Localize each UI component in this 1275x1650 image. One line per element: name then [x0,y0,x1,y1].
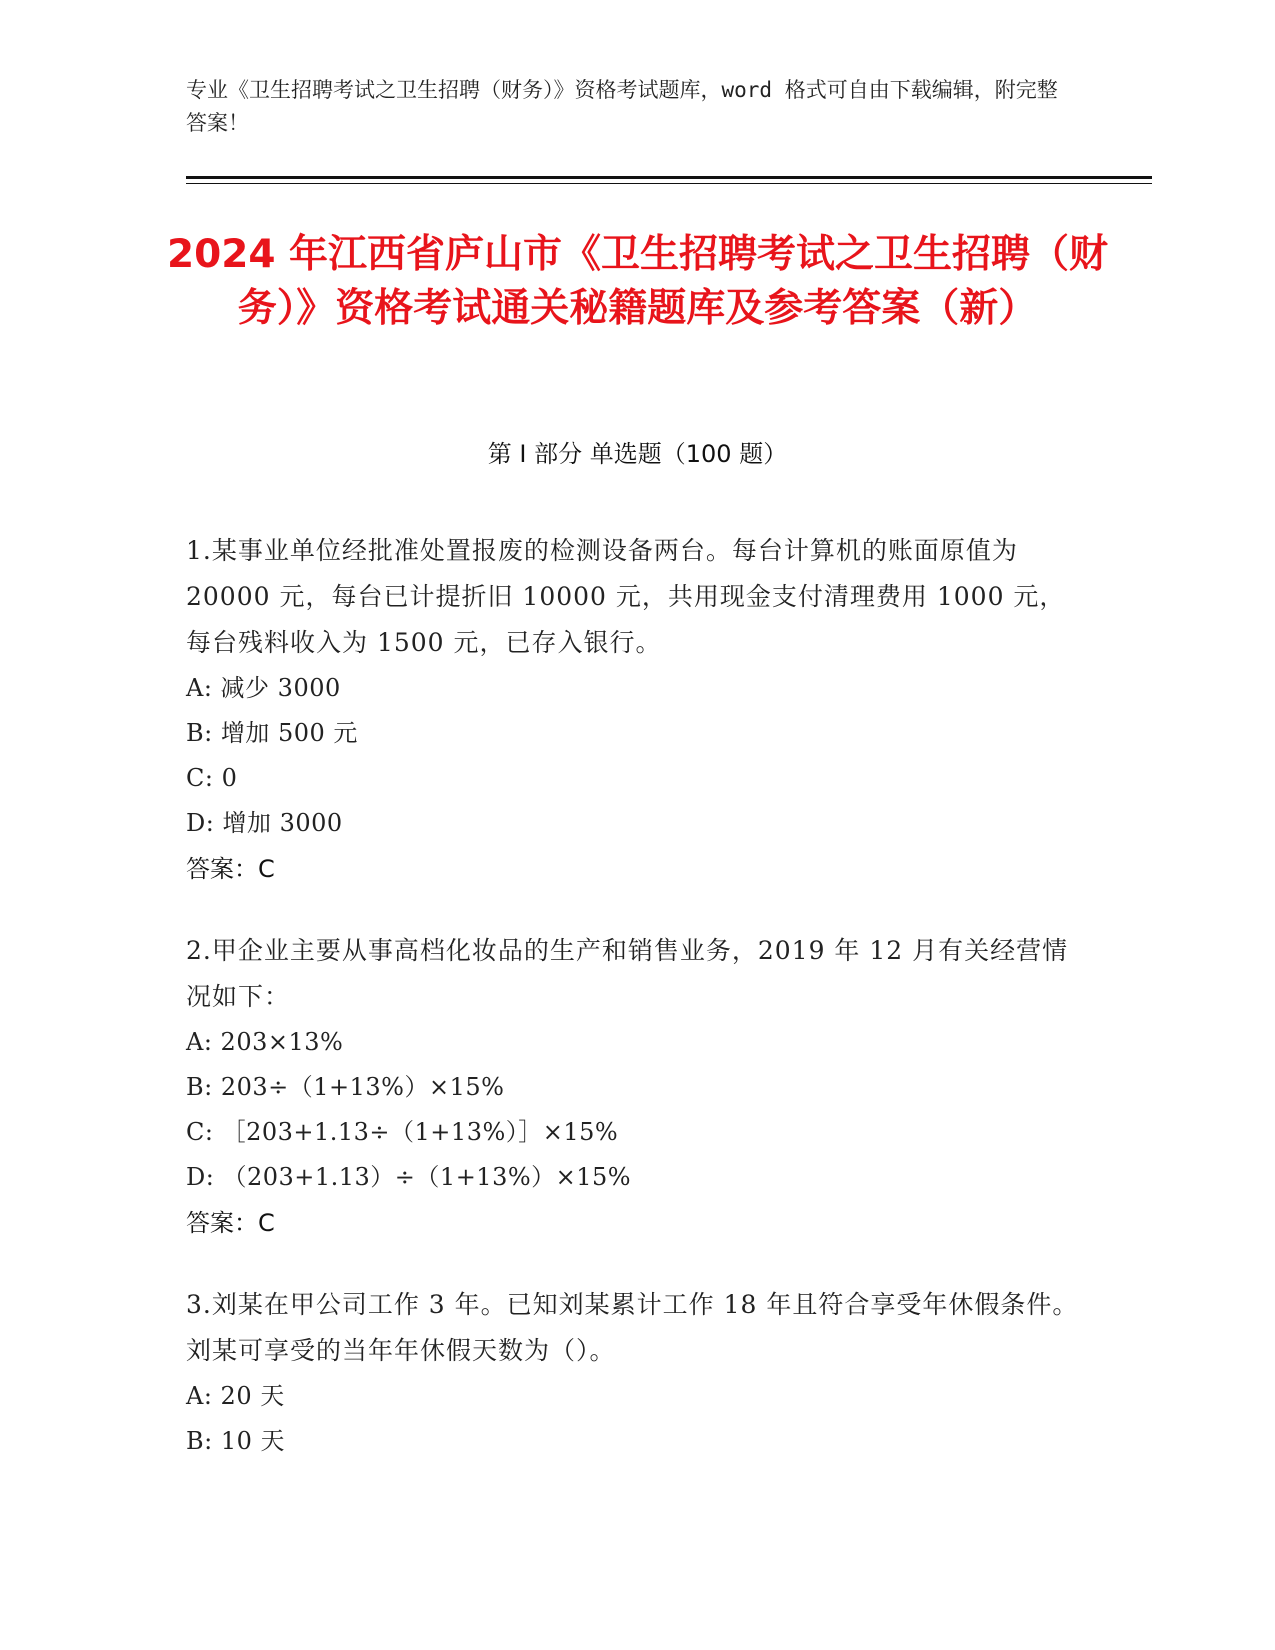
header-divider-thin [186,183,1152,184]
question-stem: 1.某事业单位经批准处置报废的检测设备两台。每台计算机的账面原值为 20000 元，每台已计提折旧 10000 元，共用现金支付清理费用 1000 元，每台残料收入为 1500 元，已存入银行。 [186,536,1066,657]
answer: 答案：C [186,855,275,883]
answer: 答案：C [186,1209,275,1237]
option-d: D: （203+1.13）÷（1+13%）×15% [186,1163,632,1191]
question-stem: 2.甲企业主要从事高档化妆品的生产和销售业务，2019 年 12 月有关经营情况如下： [186,936,1069,1011]
document-title: 2024 年江西省庐山市《卫生招聘考试之卫生招聘（财务）》资格考试通关秘籍题库及参考答案（新） [166,232,1109,331]
section-heading: 第 I 部分 单选题（100 题） [487,440,788,468]
question-stem: 3.刘某在甲公司工作 3 年。已知刘某累计工作 18 年且符合享受年休假条件。刘某可享受的当年年休假天数为（）。 [186,1290,1079,1365]
question-2 [186,928,1086,1246]
option-b: B: 10 天 [186,1427,286,1455]
option-b: B: 203÷（1+13%）×15% [186,1073,505,1101]
option-b: B: 增加 500 元 [186,719,358,747]
option-c: C: 0 [186,764,238,792]
question-list [186,528,1086,1500]
question-1 [186,528,1086,892]
question-3 [186,1282,1086,1464]
option-a: A: 203×13% [186,1028,344,1056]
option-a: A: 减少 3000 [186,674,341,702]
option-a: A: 20 天 [186,1382,285,1410]
header-note: 专业《卫生招聘考试之卫生招聘（财务）》资格考试题库，word 格式可自由下载编辑，附完整答案！ [186,78,1058,135]
option-c: C: ［203+1.13÷（1+13%）］×15% [186,1118,619,1146]
option-d: D: 增加 3000 [186,809,343,837]
header-divider-thick [186,176,1152,179]
